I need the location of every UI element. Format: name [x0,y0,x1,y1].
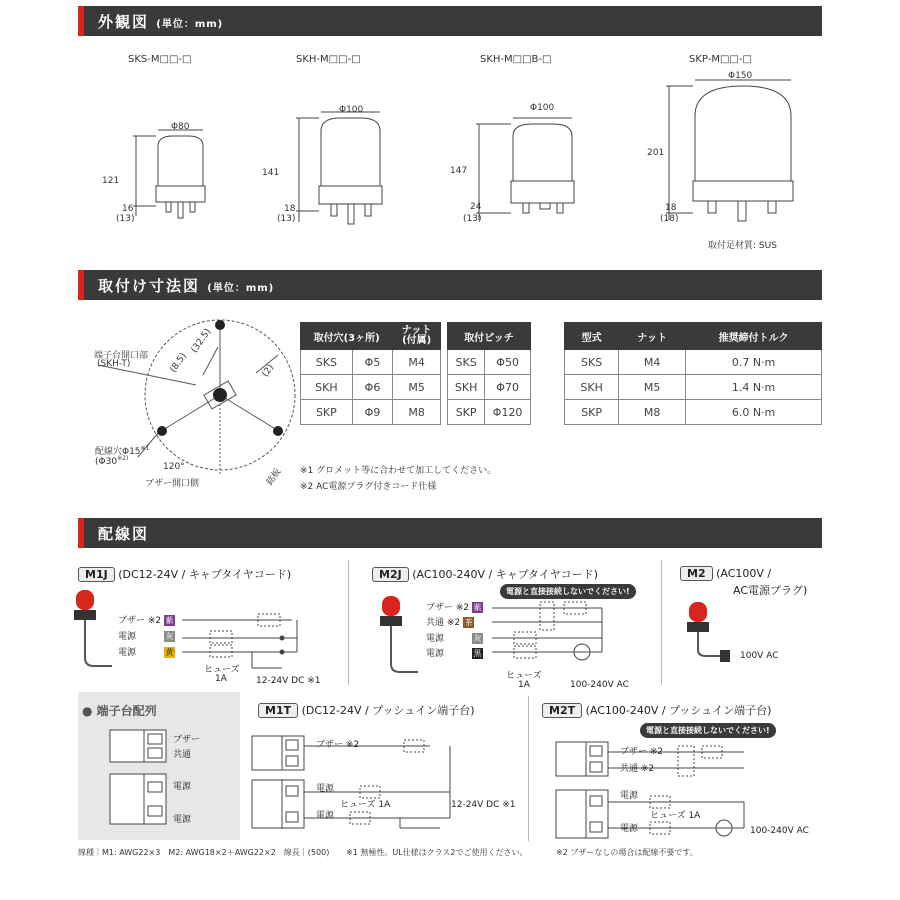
model-label-skh: SKH-M□□-□ [296,54,361,65]
m2-supply: 100V AC [740,651,779,661]
section-unit: (単位：mm) [207,283,275,294]
m2t-warning: 電源と直接接続しないでください! [640,723,776,738]
mount-note-1: ※1 グロメット等に合わせて加工してください。 [300,466,497,476]
m1j-supply: 12-24V DC ※1 [256,676,321,686]
cell: Φ9 [352,400,393,425]
cell: M8 [393,400,441,425]
skh-dia: Φ100 [339,105,364,115]
terminal-opening-label: 端子台開口部 [94,351,149,361]
col-header: ナット (付属) [393,323,441,350]
cell: SKH [301,375,353,400]
m1t-power2: 電源 [316,811,335,821]
skp-dia: Φ150 [728,71,753,81]
cell: SKS [565,350,619,375]
wiring-code-m2: M2 [680,566,713,581]
m1t-supply: 12-24V DC ※1 [451,800,516,810]
m1j-power2: 電源 [118,648,137,658]
section-header-exterior [78,6,822,36]
wire-hole2-note: ※2) [117,455,129,462]
m1j-buzzer: ブザー ※2 [118,616,162,626]
section-title: 配線図 [98,525,150,543]
col-header: 取付穴(3ヶ所) [301,323,393,350]
section-unit: (単位：mm) [156,19,224,30]
m2j-chip-black: 黒 [473,649,482,658]
m2t-fuse: ヒューズ 1A [650,811,701,821]
wiring-desc-m1j: (DC12-24V / キャブタイヤコード) [118,568,292,581]
skh-h3: (13) [277,214,296,224]
wiring-desc-m1t: (DC12-24V / プッシュイン端子台) [301,704,475,717]
cell: 1.4 N·m [686,375,822,400]
model-label-skhb: SKH-M□□B-□ [480,54,552,65]
section-title: 外観図 [98,13,150,31]
nameplate-label: 銘板 [264,467,284,488]
m2t-buzzer: ブザー ※2 [620,747,664,757]
terminal-power1: 電源 [173,782,192,792]
wiring-desc2-m2: AC電源プラグ) [733,584,808,597]
m1j-fuse-rating: 1A [215,674,227,684]
section-title: 取付け寸法図 [98,277,201,295]
m1t-power1: 電源 [316,784,335,794]
skhb-drawing [476,118,574,220]
terminal-buzzer: ブザー [173,735,201,745]
skh-h2: 18 [284,204,296,214]
cell: SKS [448,350,485,375]
m2j-fuse: ヒューズ [506,671,542,681]
skp-drawing [666,80,793,221]
wiring-desc-m2j: (AC100-240V / キャブタイヤコード) [412,568,598,581]
cell: M5 [393,375,441,400]
col-header: 推奨締付トルク [686,323,822,350]
model-label-skp: SKP-M□□-□ [689,54,752,65]
buzzer-side-label: ブザー開口側 [145,479,200,489]
cell: M4 [393,350,441,375]
dim-32-5: (32.5) [189,327,214,355]
m2t-common: 共通 ※2 [620,764,655,774]
sks-h2: 16 [122,204,134,214]
dim-2: (2) [260,362,277,380]
dim-8-5: (8.5) [168,351,189,375]
m2j-warning: 電源と直接接続しないでください! [500,584,636,599]
cell: SKP [565,400,619,425]
m1j-power1: 電源 [118,632,137,642]
cell: SKP [301,400,353,425]
skp-h3: (18) [660,214,679,224]
m1j-chip-purple: 紫 [165,616,174,625]
m1t-diagram [250,722,520,842]
m1j-chip-yellow: 黄 [165,648,174,657]
cell: M5 [619,375,686,400]
wiring-code-m2j: M2J [372,567,409,582]
terminal-opening-label2: (SKH-T) [97,359,131,369]
accent-bar [78,270,84,300]
sks-dia: Φ80 [171,122,190,132]
cell: M4 [619,350,686,375]
skh-drawing [296,112,382,224]
skp-h2: 18 [665,203,677,213]
skhb-h3: (13) [463,214,482,224]
torque-table [564,322,822,425]
m2t-supply: 100-240V AC [750,826,809,836]
col-header: 型式 [565,323,619,350]
divider [528,696,529,841]
terminal-block-diagram [108,728,178,828]
skhb-dia: Φ100 [530,103,555,113]
m2j-chip-brown: 茶 [464,618,473,627]
skhb-h2: 24 [470,202,482,212]
accent-bar [78,6,84,36]
m2j-supply: 100-240V AC [570,680,629,690]
wire-hole-note: ※1 [140,445,150,452]
wiring-desc-m2: (AC100V / [716,567,772,580]
exterior-drawings [78,66,822,256]
cell: Φ50 [485,350,531,375]
wiring-code-m1t: M1T [258,703,298,718]
section-header-mounting [78,270,822,300]
m2j-fuse-rating: 1A [518,680,530,690]
m1t-buzzer: ブザー ※2 [316,740,360,750]
m2j-chip-purple: 紫 [473,603,482,612]
cell: SKP [448,400,485,425]
m2j-power1: 電源 [426,634,445,644]
skh-height: 141 [262,168,280,178]
m2j-chip-gray: 灰 [473,634,482,643]
footer-note-1: ※1 無極性。UL仕様はクラス2でご使用ください。 [346,848,528,857]
col-header: 取付ピッチ [448,323,531,350]
m1j-fuse: ヒューズ [204,665,240,675]
sks-h3: (13) [116,214,135,224]
divider [661,560,662,685]
m2j-buzzer: ブザー ※2 [426,603,470,613]
m1t-fuse: ヒューズ 1A [340,800,391,810]
divider [348,560,349,685]
terminal-power2: 電源 [173,815,192,825]
skp-material: 取付足材質: SUS [708,241,777,251]
footer-note-2: ※2 ブザーなしの場合は配線不要です。 [556,848,698,857]
section-header-wiring [78,518,822,548]
terminal-common: 共通 [173,750,192,760]
m1j-chip-gray: 灰 [165,632,174,641]
wire-hole-label2: (Φ30 [95,457,118,467]
wiring-code-m2t: M2T [542,703,582,718]
wiring-code-m1j: M1J [78,567,115,582]
cell: 6.0 N·m [686,400,822,425]
wiring-desc-m2t: (AC100-240V / プッシュイン端子台) [585,704,772,717]
mount-pitch-table [447,322,531,425]
cell: Φ6 [352,375,393,400]
sks-height: 121 [102,176,120,186]
accent-bar [78,518,84,548]
mount-hole-table [300,322,441,425]
cell: SKH [565,375,619,400]
cell: SKS [301,350,353,375]
terminal-panel-title: ● 端子台配列 [82,704,157,718]
cell: Φ5 [352,350,393,375]
cell: Φ120 [485,400,531,425]
cell: M8 [619,400,686,425]
mount-note-2: ※2 AC電源プラグ付きコード仕様 [300,482,437,492]
skhb-height: 147 [450,166,468,176]
cell: Φ70 [485,375,531,400]
wire-hole-label: 配線穴Φ15 [95,447,141,457]
sks-drawing [133,130,205,218]
angle-label: 120° [163,462,185,472]
col-header: ナット [619,323,686,350]
m2t-power1: 電源 [620,791,639,801]
m2j-common: 共通 ※2 [426,618,461,628]
cell: SKH [448,375,485,400]
cell: 0.7 N·m [686,350,822,375]
m2t-power2: 電源 [620,824,639,834]
skp-height: 201 [647,148,665,158]
m2j-power2: 電源 [426,649,445,659]
footer-wire-spec: 線種｜M1: AWG22×3 M2: AWG18×2＋AWG22×2 線長｜(500) [78,848,330,857]
model-label-sks: SKS-M□□-□ [128,54,192,65]
